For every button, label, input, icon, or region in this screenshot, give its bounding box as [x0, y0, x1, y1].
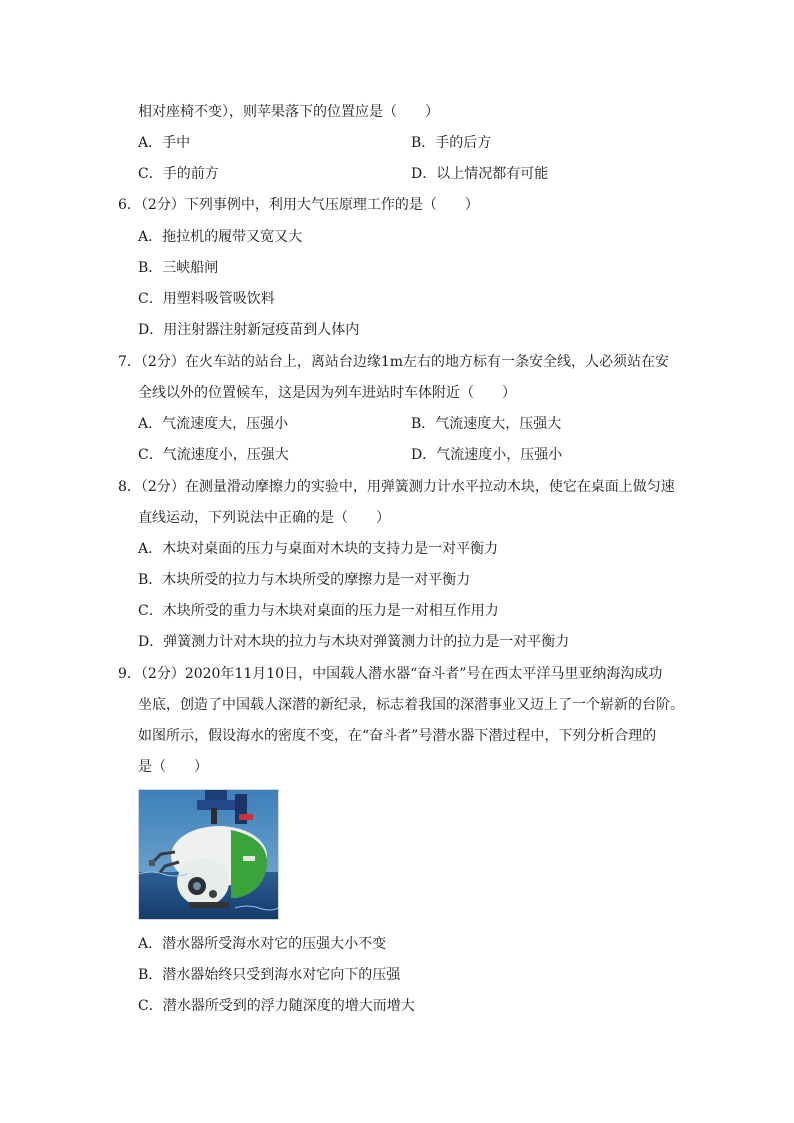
q6-option-b[interactable]: B．三峡船闸: [138, 260, 219, 276]
q9-stem-line4: 是（ ）: [138, 759, 208, 775]
q8-option-c[interactable]: C．木块所受的重力与木块对桌面的压力是一对相互作用力: [138, 603, 499, 619]
q9-option-c[interactable]: C．潜水器所受到的浮力随深度的增大而增大: [138, 998, 415, 1014]
q9-stem-line2: 坐底，创造了中国载人深潜的新纪录，标志着我国的深潜事业又迈上了一个崭新的台阶。: [138, 697, 684, 713]
q6-stem: 6．（2分）下列事例中，利用大气压原理工作的是（ ）: [118, 197, 479, 213]
q8-stem-line2: 直线运动，下列说法中正确的是（ ）: [138, 510, 390, 526]
q7-option-b[interactable]: B．气流速度大，压强大: [411, 416, 562, 432]
q8-option-d[interactable]: D．弹簧测力计对木块的拉力与木块对弹簧测力计的拉力是一对平衡力: [138, 634, 570, 650]
q6-option-a[interactable]: A．拖拉机的履带又宽又大: [138, 229, 303, 245]
q9-option-a[interactable]: A．潜水器所受海水对它的压强大小不变: [138, 936, 387, 952]
q5-stem-tail: 相对座椅不变），则苹果落下的位置应是（ ）: [138, 104, 439, 120]
q7-stem-line1: 7．（2分）在火车站的站台上，离站台边缘1m左右的地方标有一条安全线，人必须站在安: [118, 354, 669, 370]
q8-stem-line1: 8．（2分）在测量滑动摩擦力的实验中，用弹簧测力计水平拉动木块，使它在桌面上做匀速: [118, 479, 675, 495]
q9-stem-line3: 如图所示，假设海水的密度不变，在“奋斗者”号潜水器下潜过程中，下列分析合理的: [138, 728, 657, 744]
q5-option-d[interactable]: D．以上情况都有可能: [411, 166, 549, 182]
q7-option-a[interactable]: A．气流速度大，压强小: [138, 416, 289, 432]
q5-option-b[interactable]: B．手的后方: [411, 135, 492, 151]
q8-option-b[interactable]: B．木块所受的拉力与木块所受的摩擦力是一对平衡力: [138, 572, 471, 588]
q7-stem-line2: 全线以外的位置候车，这是因为列车进站时车体附近（ ）: [138, 385, 516, 401]
q5-option-a[interactable]: A．手中: [138, 135, 191, 151]
q9-option-b[interactable]: B．潜水器始终只受到海水对它向下的压强: [138, 967, 401, 983]
submersible-photo: [138, 789, 279, 920]
q8-option-a[interactable]: A．木块对桌面的压力与桌面对木块的支持力是一对平衡力: [138, 541, 499, 557]
q7-option-d[interactable]: D．气流速度小，压强小: [411, 447, 563, 463]
q6-option-d[interactable]: D．用注射器注射新冠疫苗到人体内: [138, 322, 360, 338]
q9-stem-line1: 9．（2分）2020年11月10日，中国载人潜水器“奋斗者”号在西太平洋马里亚纳海沟成功: [118, 666, 663, 682]
q7-option-c[interactable]: C．气流速度小，压强大: [138, 447, 289, 463]
q5-option-c[interactable]: C．手的前方: [138, 166, 219, 182]
q6-option-c[interactable]: C．用塑料吸管吸饮料: [138, 291, 275, 307]
